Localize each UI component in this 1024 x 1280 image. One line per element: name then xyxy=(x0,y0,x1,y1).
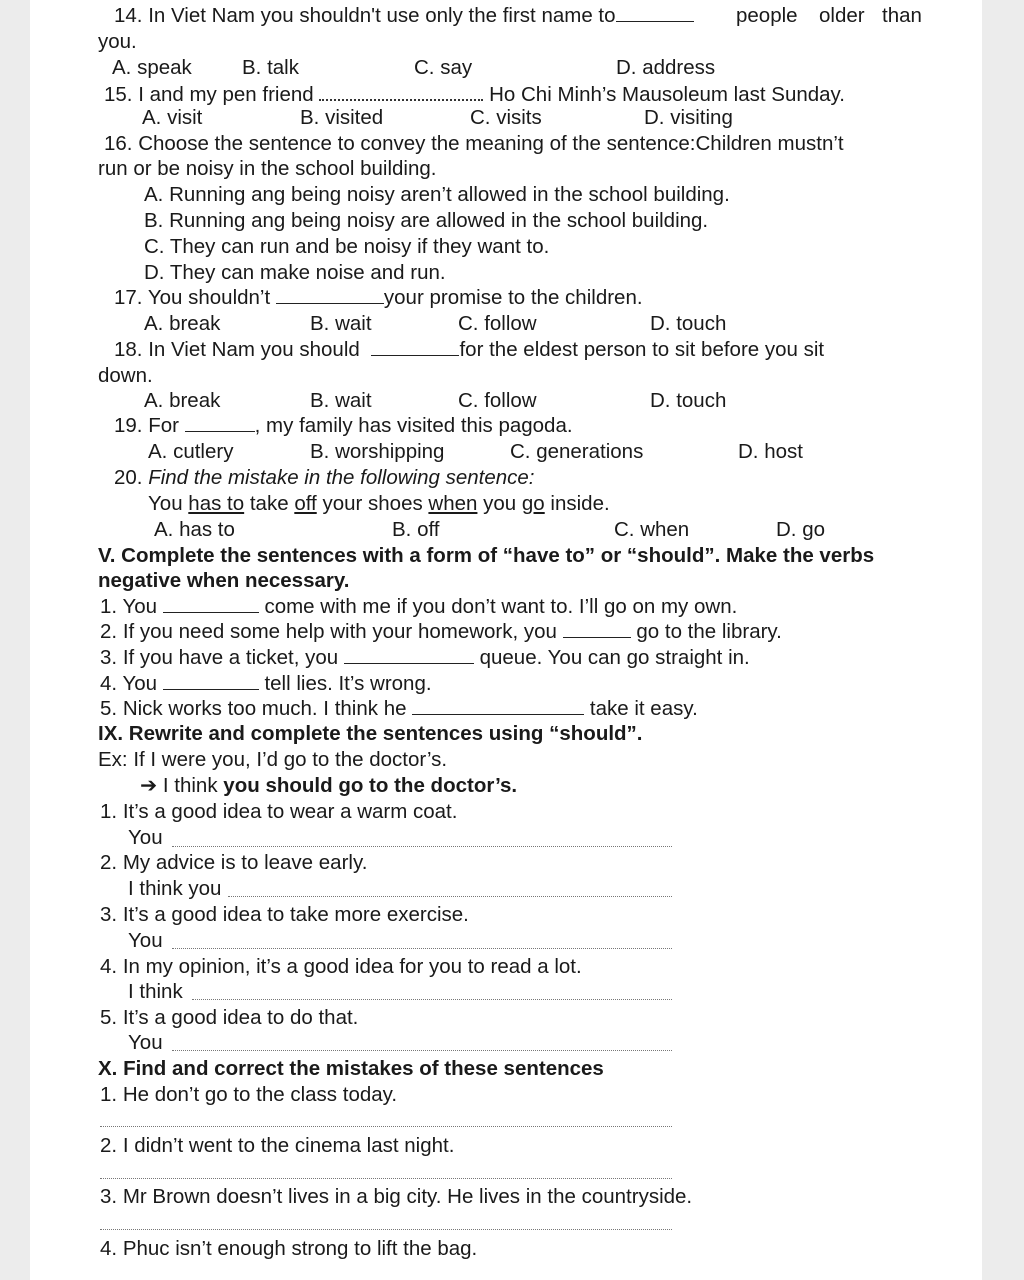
q14-text-people: people xyxy=(736,4,798,27)
q19-option-b: B. worshipping xyxy=(310,440,445,463)
item-text-cont: take it easy. xyxy=(589,697,698,720)
item-text: I didn’t went to the cinema last night. xyxy=(122,1134,455,1157)
q20-option-c: C. when xyxy=(614,518,690,541)
item-text: Mr Brown doesn’t lives in a big city. He lives in the countryside. xyxy=(122,1185,693,1208)
section-x-item xyxy=(100,1134,454,1158)
q14-option-d: D. address xyxy=(616,56,716,79)
item-text: If you need some help with your homework, you xyxy=(122,620,557,643)
q14-text-than: than xyxy=(882,4,922,27)
answer-blank xyxy=(163,672,259,690)
q19-text-cont: , my family has visited this pagoda. xyxy=(254,414,573,437)
q16-option-b: B. Running ang being noisy are allowed in the school building. xyxy=(144,209,709,232)
answer-line xyxy=(172,948,672,949)
item-text: In my opinion, it’s a good idea for you to read a lot. xyxy=(122,955,582,978)
item-text: Phuc isn’t enough strong to lift the bag. xyxy=(122,1237,478,1260)
item-text: If you have a ticket, you xyxy=(122,646,339,669)
section-v-item xyxy=(100,672,432,696)
item-text-cont: tell lies. It’s wrong. xyxy=(264,672,432,695)
answer-line xyxy=(100,1126,672,1127)
answer-blank xyxy=(344,646,474,664)
q19-option-d: D. host xyxy=(738,440,803,463)
q14-option-b: B. talk xyxy=(242,56,299,79)
item-text-cont: queue. You can go straight in. xyxy=(479,646,750,669)
section-x-item xyxy=(100,1185,692,1209)
item-number: 2. xyxy=(100,1134,118,1157)
q20-word: you xyxy=(483,492,517,515)
answer-blank xyxy=(563,620,631,638)
q19-stem xyxy=(114,414,573,438)
arrow-icon: ➔ xyxy=(140,774,158,797)
q16-option-c: C. They can run and be noisy if they want to. xyxy=(144,235,550,258)
example-answer: I think xyxy=(162,774,218,797)
q14-stem xyxy=(114,4,694,28)
item-text-cont: go to the library. xyxy=(636,620,782,643)
q18-option-a: A. break xyxy=(144,389,221,412)
section-ix-item xyxy=(100,955,582,979)
q19-option-c: C. generations xyxy=(510,440,644,463)
q20-underlined-c: when xyxy=(428,492,478,515)
q20-number: 20. xyxy=(114,466,143,489)
q17-option-b: B. wait xyxy=(310,312,372,335)
q14-option-a: A. speak xyxy=(112,56,192,79)
item-number: 3. xyxy=(100,646,118,669)
answer-line xyxy=(172,1050,672,1051)
item-number: 5. xyxy=(100,1006,118,1029)
q18-option-c: C. follow xyxy=(458,389,537,412)
item-number: 2. xyxy=(100,851,118,874)
section-v-item xyxy=(100,595,737,619)
example-label: Ex: xyxy=(98,748,128,771)
q20-option-d: D. go xyxy=(776,518,825,541)
q15-option-b: B. visited xyxy=(300,106,384,129)
rewrite-start: You xyxy=(128,929,163,952)
q16-option-d: D. They can make noise and run. xyxy=(144,261,446,284)
item-number: 1. xyxy=(100,800,118,823)
q20-underlined-a: has to xyxy=(188,492,245,515)
answer-line xyxy=(100,1178,672,1179)
q20-word: You xyxy=(148,492,183,515)
answer-line xyxy=(192,999,672,1000)
q17-text-cont: your promise to the children. xyxy=(383,286,643,309)
item-number: 1. xyxy=(100,1083,118,1106)
q20-word: inside. xyxy=(550,492,610,515)
q17-option-d: D. touch xyxy=(650,312,727,335)
section-ix-example xyxy=(98,748,447,772)
item-text: He don’t go to the class today. xyxy=(122,1083,398,1106)
section-v-heading-cont: negative when necessary. xyxy=(98,569,350,592)
example-text: If I were you, I’d go to the doctor’s. xyxy=(133,748,448,771)
q17-text: 17. You shouldn’t xyxy=(114,286,271,309)
q17-option-a: A. break xyxy=(144,312,221,335)
q16-option-a: A. Running ang being noisy aren’t allowed in the school building. xyxy=(144,183,730,206)
rewrite-start: I think xyxy=(128,980,183,1003)
q17-blank xyxy=(276,286,384,304)
item-text: You xyxy=(122,672,158,695)
item-number: 4. xyxy=(100,1237,118,1260)
item-number: 4. xyxy=(100,672,118,695)
section-ix-item xyxy=(100,1006,358,1030)
item-number: 4. xyxy=(100,955,118,978)
q14-text: In Viet Nam you shouldn't use only the first name to xyxy=(148,4,616,27)
q15-option-d: D. visiting xyxy=(644,106,733,129)
q15-blank xyxy=(319,82,483,101)
q20-stem xyxy=(114,466,535,490)
q18-option-d: D. touch xyxy=(650,389,727,412)
section-ix-item xyxy=(100,903,469,927)
q18-text-cont: for the eldest person to sit before you sit xyxy=(459,338,825,361)
item-number: 3. xyxy=(100,903,118,926)
item-text: My advice is to leave early. xyxy=(122,851,368,874)
section-ix-heading: IX. Rewrite and complete the sentences using “should”. xyxy=(98,722,643,745)
q20-option-a: A. has to xyxy=(154,518,235,541)
item-text: It’s a good idea to do that. xyxy=(122,1006,359,1029)
q19-text: 19. For xyxy=(114,414,179,437)
q16-stem-cont: run or be noisy in the school building. xyxy=(98,157,437,180)
answer-blank xyxy=(412,697,584,715)
item-text: Nick works too much. I think he xyxy=(122,697,407,720)
q17-stem xyxy=(114,286,643,310)
q20-sentence xyxy=(148,492,610,516)
item-text-cont: come with me if you don’t want to. I’ll go on my own. xyxy=(264,595,738,618)
section-v-item xyxy=(100,620,782,644)
q19-blank xyxy=(185,414,255,432)
q17-option-c: C. follow xyxy=(458,312,537,335)
q15-text-cont: Ho Chi Minh’s Mausoleum last Sunday. xyxy=(489,83,845,106)
rewrite-start: You xyxy=(128,826,163,849)
q16-stem: 16. Choose the sentence to convey the meaning of the sentence:Children mustn’t xyxy=(104,132,844,155)
item-number: 1. xyxy=(100,595,118,618)
q20-word: your shoes xyxy=(322,492,423,515)
q18-text: 18. In Viet Nam you should xyxy=(114,338,360,361)
answer-line xyxy=(228,896,672,897)
section-v-item xyxy=(100,697,698,721)
section-v-item xyxy=(100,646,750,670)
section-v-heading: V. Complete the sentences with a form of “have to” or “should”. Make the verbs xyxy=(98,544,875,567)
item-text: It’s a good idea to wear a warm coat. xyxy=(122,800,458,823)
q15-option-c: C. visits xyxy=(470,106,542,129)
q19-option-a: A. cutlery xyxy=(148,440,234,463)
item-number: 5. xyxy=(100,697,118,720)
q15-text: 15. I and my pen friend xyxy=(104,83,314,106)
q20-underlined-d: go xyxy=(521,492,545,515)
q20-title: Find the mistake in the following sentence: xyxy=(148,466,535,489)
q14-text-older: older xyxy=(819,4,865,27)
q20-underlined-b: off xyxy=(294,492,317,515)
rewrite-start: You xyxy=(128,1031,163,1054)
section-x-item xyxy=(100,1083,397,1107)
q20-word: take xyxy=(249,492,289,515)
worksheet-page xyxy=(30,0,982,1280)
answer-blank xyxy=(163,595,259,613)
q14-blank xyxy=(616,4,694,22)
q18-stem xyxy=(114,338,824,362)
q14-text-cont: you. xyxy=(98,30,137,53)
q18-stem-cont: down. xyxy=(98,364,153,387)
q14-number: 14. xyxy=(114,4,143,27)
q14-option-c: C. say xyxy=(414,56,473,79)
answer-line xyxy=(100,1229,672,1230)
section-ix-example-answer xyxy=(140,774,517,798)
q15-option-a: A. visit xyxy=(142,106,203,129)
section-ix-item xyxy=(100,800,457,824)
item-number: 2. xyxy=(100,620,118,643)
item-text: You xyxy=(122,595,158,618)
q20-option-b: B. off xyxy=(392,518,440,541)
q18-option-b: B. wait xyxy=(310,389,372,412)
section-x-item xyxy=(100,1237,477,1261)
q18-blank xyxy=(371,338,459,356)
section-ix-item xyxy=(100,851,367,875)
item-number: 3. xyxy=(100,1185,118,1208)
example-answer-bold: you should go to the doctor’s. xyxy=(223,774,518,797)
item-text: It’s a good idea to take more exercise. xyxy=(122,903,469,926)
rewrite-start: I think you xyxy=(128,877,222,900)
answer-line xyxy=(172,846,672,847)
q15-stem xyxy=(104,82,845,107)
section-x-heading: X. Find and correct the mistakes of these sentences xyxy=(98,1057,604,1080)
